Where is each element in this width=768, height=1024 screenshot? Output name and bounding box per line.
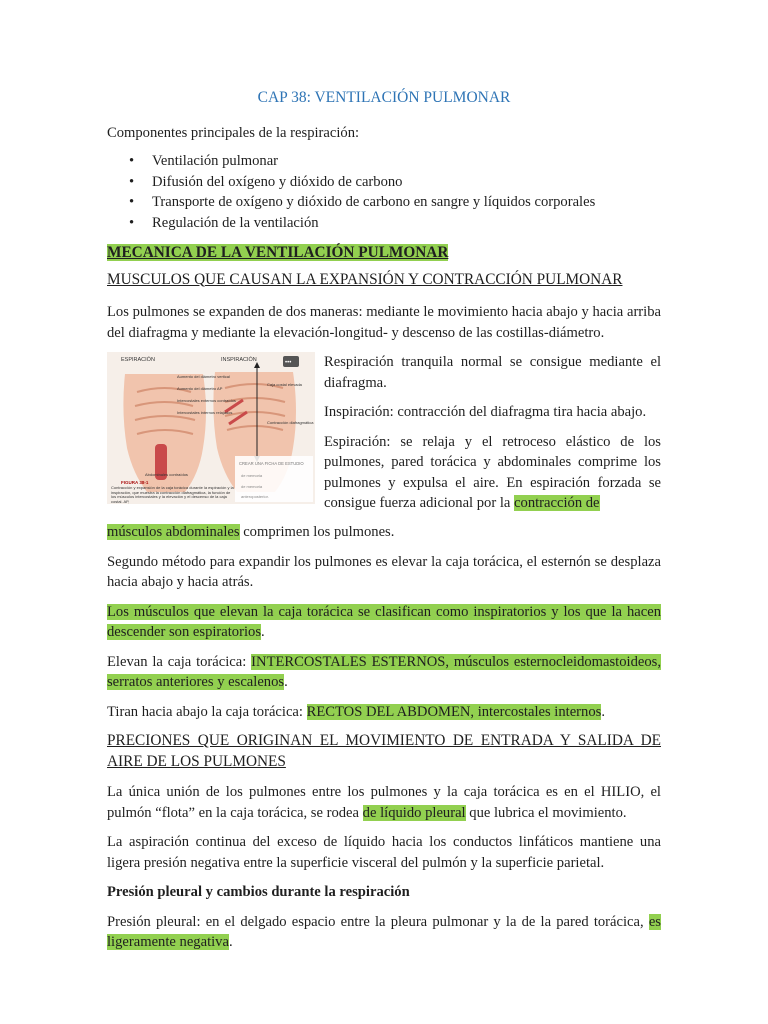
highlighted-text: contracción de	[514, 495, 600, 511]
paragraph	[107, 912, 661, 953]
paragraph	[107, 652, 661, 693]
study-card-popup-title: CREAR UNA FICHA DE ESTUDIO	[239, 461, 304, 466]
study-card-popup-line: anteroposterior.	[241, 494, 269, 499]
text-run: Presión pleural: en el delgado espacio entre la pleura pulmonar y la de la pared torácica,	[107, 913, 649, 930]
chapter-title: CAP 38: VENTILACIÓN PULMONAR	[257, 89, 511, 106]
figure-annotation: Abdominales contraídos	[145, 472, 188, 477]
figure-side-text	[324, 352, 661, 514]
study-card-popup-line: de memoria	[241, 484, 263, 489]
thorax-figure-image	[107, 352, 315, 504]
text-run: Tiran hacia abajo la caja torácica:	[107, 703, 307, 720]
section-heading-mecanica	[107, 243, 661, 264]
figure-caption: Contracción y expansión de la caja torácica durante la espiración y la inspiración, que muestra la contracción diafragmática, la función de los músculos intercostales y la elevación y el descenso de la caja costal. AP,	[111, 486, 234, 504]
figure-annotation: Intercostales internos relajados	[177, 410, 233, 415]
text-run: Espiración: se relaja y el retroceso elástico de los pulmones, pared torácica y abdominales comprime los pulmones y expulsa el aire. En espiración forzada se consigue fuerza adicional por la	[324, 433, 661, 511]
figure-annotation: Intercostales externos contraídos	[177, 398, 236, 403]
highlighted-text: INTERCOSTALES ESTERNOS, músculos esternocleidomastoideos, serratos anteriores y escalenos	[107, 653, 661, 690]
figure-annotation: Aumento del diámetro vertical	[177, 374, 230, 379]
paragraph: Inspiración: contracción del diafragma tira hacia abajo.	[324, 404, 647, 420]
text-run: comprimen los pulmones.	[239, 524, 395, 540]
text-run: Elevan la caja torácica:	[107, 653, 252, 670]
paragraph	[107, 702, 661, 723]
paragraph-continuation	[107, 522, 661, 543]
figure-annotation: Contracción diafragmática	[267, 420, 314, 425]
highlighted-text: Los músculos que elevan la caja torácica se clasifican como inspiratorios y los que la hacen descender son espiratorios	[107, 603, 661, 640]
highlighted-text: de líquido pleural	[362, 804, 466, 821]
text-run: La única unión de los pulmones entre los pulmones y la caja torácica es en el HILIO, el pulmón “flota” en la caja torácica, se rodea	[107, 784, 661, 821]
figure-annotation: Aumento del diámetro AP	[177, 386, 223, 391]
subsection-heading-musculos: MUSCULOS QUE CAUSAN LA EXPANSIÓN Y CONTRACCIÓN PULMONAR	[107, 270, 623, 288]
study-card-popup-line: de memoria	[241, 473, 263, 478]
components-list	[107, 151, 661, 233]
paragraph: Respiración tranquila normal se consigue mediante el diafragma.	[324, 354, 661, 391]
highlighted-text: es ligeramente negativa	[107, 913, 661, 950]
figure-label-inspiracion: INSPIRACIÓN	[221, 357, 257, 363]
text-run: .	[228, 934, 233, 950]
paragraph	[107, 782, 661, 823]
more-menu-icon: •••	[285, 360, 292, 366]
paragraph: La aspiración continua del exceso de líquido hacia los conductos linfáticos mantiene una ligera presión negativa entre la superficie visceral del pulmón y la superficie parietal.	[107, 834, 661, 871]
paragraph: Los pulmones se expanden de dos maneras: mediante le movimiento hacia abajo y hacia arriba del diafragma y mediante la elevación-longitud- y descenso de las costillas-diámetro.	[107, 304, 661, 341]
list-item: • Difusión del oxígeno y dióxido de carbono	[107, 172, 661, 193]
text-run: que lubrica el movimiento.	[465, 804, 627, 821]
figure-label-espiracion: ESPIRACIÓN	[121, 357, 155, 363]
highlighted-text: RECTOS DEL ABDOMEN, intercostales internos	[306, 703, 602, 720]
section-heading-text: MECANICA DE LA VENTILACIÓN PULMONAR	[107, 244, 449, 261]
list-item: • Regulación de la ventilación	[107, 213, 661, 234]
list-item: • Ventilación pulmonar	[107, 151, 661, 172]
text-run: .	[284, 674, 288, 690]
figure-annotation: Caja costal elevada	[267, 382, 302, 387]
subsection-heading-presiones: PRECIONES QUE ORIGINAN EL MOVIMIENTO DE ENTRADA Y SALIDA DE AIRE DE LOS PULMONES	[107, 732, 661, 770]
figure-with-text	[107, 352, 661, 524]
intro-text: Componentes principales de la respiración:	[107, 124, 360, 141]
list-item: • Transporte de oxígeno y dióxido de carbono en sangre y líquidos corporales	[107, 192, 661, 213]
heading-presion-pleural: Presión pleural y cambios durante la respiración	[107, 884, 410, 900]
figure-caption-number: FIGURA 38-1	[121, 480, 149, 485]
paragraph: Segundo método para expandir los pulmones es elevar la caja torácica, el esternón se desplaza hacia abajo y hacia atrás.	[107, 553, 661, 590]
document-content	[107, 88, 661, 953]
highlighted-text: músculos abdominales	[107, 524, 240, 540]
paragraph	[324, 432, 661, 514]
text-run: .	[261, 624, 265, 640]
text-run: .	[601, 703, 605, 720]
paragraph	[107, 602, 661, 643]
